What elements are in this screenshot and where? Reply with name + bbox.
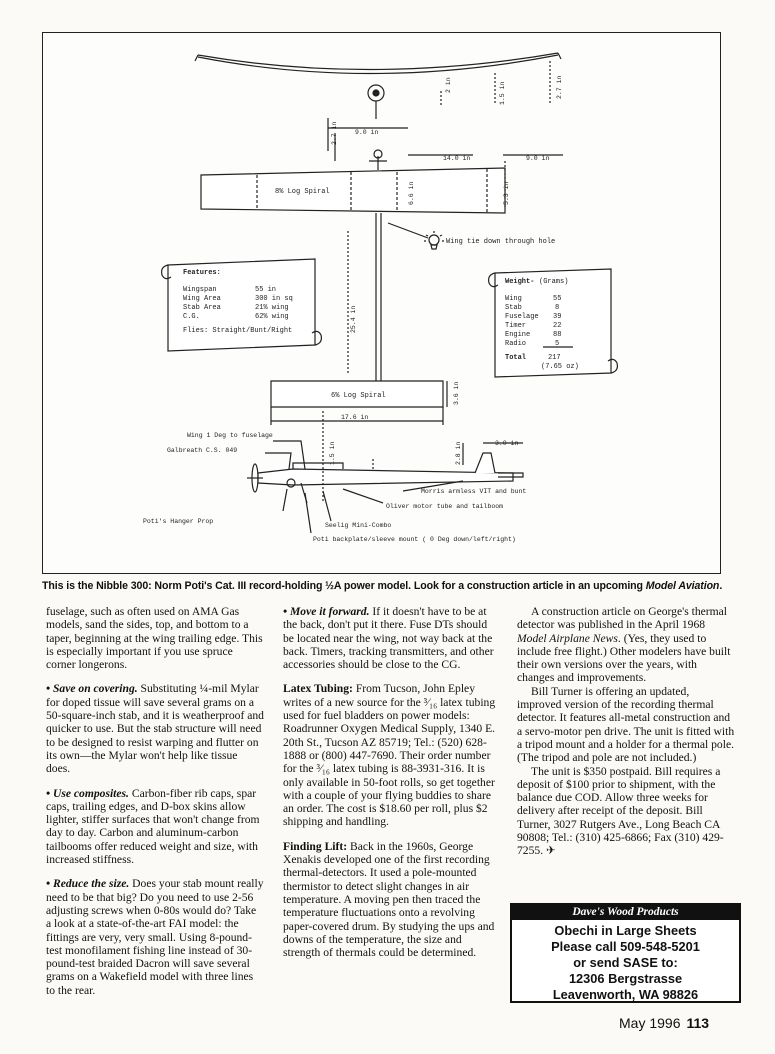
section-text: Back in the 1960s, George Xenakis developed one of the first recording thermal-detectors. It used a pole-mounted thermistor to detect slight changes in air temperature. A moving pen then traced the temperature fluctuations onto a revolving paper-covered drum. By studying the ups and downs of the temperature, the size and strength of thermals could be determined. bbox=[283, 839, 495, 960]
caption-end: . bbox=[719, 580, 723, 592]
advertisement-box bbox=[510, 903, 741, 1003]
features-row-value: 62% wing bbox=[255, 313, 289, 321]
tip-text: Carbon-fiber rib caps, spar caps, trailing edges, and D-box skins allow lighter, stiffer surfaces that won't change from day to day. Carbon and aluminum-carbon tailbooms offer reduced weight and size, with increased stiffness. bbox=[46, 786, 260, 867]
stab-airfoil-label: 8% Log Spiral bbox=[275, 188, 330, 196]
dim-17-6in: 17.6 in bbox=[341, 414, 369, 421]
col1-paragraph: fuselage, such as often used on AMA Gas models, sand the sides, top, and bottom to a taper, beginning at the wing trailing edge. This is especially important if you use spruce corner longerons. bbox=[46, 605, 263, 672]
weight-row-value: 39 bbox=[553, 313, 562, 321]
dim-2in: 2 in bbox=[445, 77, 452, 93]
weight-title: Weight- bbox=[505, 278, 535, 286]
features-row-label: C.G. bbox=[183, 313, 200, 321]
weight-row-label: Engine bbox=[505, 331, 531, 339]
col3-paragraph bbox=[517, 605, 735, 685]
side-view bbox=[247, 411, 523, 533]
plan-drawing bbox=[42, 32, 721, 574]
ad-title: Dave's Wood Products bbox=[512, 905, 739, 920]
features-row-value: 55 in bbox=[255, 286, 277, 294]
side-label-prop: Poti's Hanger Prop bbox=[143, 518, 214, 525]
col3-paragraph: Bill Turner is offering an updated, improved version of the recording thermal detector. It features all-metal construction and a servo-motor pen drive. The unit is fitted with a tripod mount and a holder for a thermal pole. (The tripod and pole are not included.) bbox=[517, 684, 735, 765]
lightbulb-icon bbox=[424, 231, 444, 249]
weight-row-label: Fuselage bbox=[505, 313, 539, 321]
column-2 bbox=[283, 605, 498, 970]
page-footer bbox=[619, 1015, 709, 1031]
col1-paragraph bbox=[46, 682, 264, 775]
weight-total-label: Total bbox=[505, 354, 527, 362]
column-3 bbox=[517, 605, 735, 858]
features-row-label: Wingspan bbox=[183, 286, 217, 294]
features-row-label: Wing Area bbox=[183, 295, 221, 303]
features-row-value: 21% wing bbox=[255, 304, 289, 312]
tip-lead: • Save on covering. bbox=[46, 682, 138, 696]
tip-lead: • Use composites. bbox=[46, 786, 129, 800]
dim-2-7in-right: 2.7 in bbox=[556, 75, 563, 99]
dim-9in-right: 9.0 in bbox=[526, 155, 550, 162]
page-number: 113 bbox=[686, 1015, 710, 1031]
column-1 bbox=[46, 605, 264, 1008]
dim-3-6in: 3.6 in bbox=[453, 381, 460, 405]
col3-magazine: Model Airplane News bbox=[517, 631, 618, 645]
weight-row-value: 88 bbox=[553, 331, 562, 339]
features-flies: Flies: Straight/Bunt/Right bbox=[183, 327, 293, 335]
tip-lead: • Move it forward. bbox=[283, 605, 370, 618]
weight-row-value: 55 bbox=[553, 295, 562, 303]
weight-total-value: 217 bbox=[548, 354, 561, 362]
weight-row-value: 8 bbox=[555, 304, 560, 312]
features-title: Features: bbox=[183, 269, 221, 277]
col1-paragraph bbox=[46, 877, 264, 997]
weight-row-value: 5 bbox=[555, 340, 560, 348]
dim-2-7in-top: 2.7 in bbox=[331, 121, 338, 145]
tip-lead: • Reduce the size. bbox=[46, 877, 130, 891]
col2-paragraph bbox=[283, 605, 498, 671]
weight-unit: (Grams) bbox=[539, 278, 569, 286]
col3-text: A construction article on George's thermal detector was published in the April 1968 bbox=[517, 605, 728, 632]
side-label-morris: Morris armless VIT and bunt bbox=[421, 488, 527, 495]
dim-25-4in: 25.4 in bbox=[350, 305, 357, 333]
ad-line: or send SASE to: bbox=[573, 955, 678, 970]
weight-row-label: Radio bbox=[505, 340, 527, 348]
side-label-backplate: Poti backplate/sleeve mount ( 0 Deg down/left/right) bbox=[313, 536, 516, 543]
issue-date: May 1996 bbox=[619, 1015, 681, 1031]
figure-caption bbox=[42, 580, 742, 592]
ad-address: 12306 Bergstrasse bbox=[568, 971, 683, 986]
section-head: Latex Tubing: bbox=[283, 682, 353, 696]
section-head: Finding Lift: bbox=[283, 839, 348, 853]
front-view bbox=[195, 53, 561, 119]
side-label-wing-deg: Wing 1 Deg to fuselage bbox=[187, 432, 273, 439]
dim-9in-left: 9.0 in bbox=[355, 129, 379, 136]
weight-row-label: Wing bbox=[505, 295, 522, 303]
ad-line: Obechi in Large Sheets bbox=[554, 923, 697, 938]
ad-phone: Please call 509-548-5201 bbox=[551, 939, 700, 954]
tip-text: Does your stab mount really need to be that big? Do you need to use 2-56 adjusting screws when 0-80s would do? Take a look at a state-of-the-art FAI model: the fittings are very, very small. Using 8-pound-test monofilament fishing line instead of 30-pound-test braided Dacron will save several grams on a Wakefield model with three lines to the rear. bbox=[46, 877, 264, 997]
dim-5-3in: 5.3 in bbox=[503, 181, 510, 205]
dim-1-5in: 1.5 in bbox=[499, 81, 506, 105]
dim-2-8in: 2.8 in bbox=[455, 441, 462, 465]
col2-paragraph bbox=[283, 840, 498, 960]
col2-paragraph bbox=[283, 682, 498, 828]
side-label-galbreath: Galbreath C.S. 049 bbox=[167, 447, 238, 454]
dim-14in: 14.0 in bbox=[443, 155, 471, 162]
ad-city: Leavenworth, WA 98826 bbox=[552, 987, 699, 1002]
side-label-oliver: Oliver motor tube and tailboom bbox=[386, 503, 504, 510]
section-text: From Tucson, John Epley writes of a new source for the ³⁄₁₆ latex tubing used for fuel bladders on power models: Roadrunner Oxygen Medical Supply, 1340 E. 20th St., Tucson AZ 85719; Tel.: (520) 628-1888 or (800) 447-7690. Their order number for the ³⁄₁₆ latex tubing is 88-3931-316. It is only available in 50-foot rolls, so get together with a couple of your flying buddies to share an order. The cost is $18.60 per roll, plus $2 shipping and handling. bbox=[283, 682, 496, 829]
col3-text: . (Yes, they used to include free flight.) Other modelers have built their own versions over the years, with changes and improvements. bbox=[517, 631, 731, 685]
weight-row-label: Timer bbox=[505, 322, 527, 330]
weight-total-oz: (7.65 oz) bbox=[541, 363, 579, 371]
caption-main: This is the Nibble 300: Norm Poti's Cat. III record-holding ½A power model. Look for a construction article in an upcoming bbox=[42, 580, 646, 592]
dim-3-0in: 3.0 in bbox=[495, 440, 519, 447]
features-row-label: Stab Area bbox=[183, 304, 221, 312]
col3-paragraph: The unit is $350 postpaid. Bill requires a deposit of $100 prior to shipment, with the balance due COD. Allow three weeks for delivery after receipt of the deposit. Bill Turner, 3027 Rutgers Ave., Long Beach CA 90808; Tel.: (310) 425-6866; Fax (310) 429-7255. ✈ bbox=[517, 764, 724, 858]
side-label-seelig: Seelig Mini-Combo bbox=[325, 522, 392, 529]
tip-text: If it doesn't have to be at the back, don't put it there. Fuse DTs should be located near the wing, not way back at the back. Timers, tracking transmitters, and other accessories should be close to the CG. bbox=[283, 605, 494, 672]
boom-plan bbox=[348, 213, 428, 381]
features-row-value: 300 in sq bbox=[255, 295, 293, 303]
col1-paragraph bbox=[46, 787, 264, 867]
weight-row-value: 22 bbox=[553, 322, 562, 330]
caption-magazine: Model Aviation bbox=[645, 580, 720, 592]
dim-1-5in-side: 1.5 in bbox=[329, 441, 336, 465]
wing-tie-note: Wing tie down through hole bbox=[446, 238, 556, 246]
dim-6-6in: 6.6 in bbox=[408, 181, 415, 205]
wing-airfoil-label: 6% Log Spiral bbox=[331, 392, 386, 400]
weight-row-label: Stab bbox=[505, 304, 522, 312]
tip-text: Substituting ¼-mil Mylar for doped tissue will save several grams on a 50-square-inch stab, and it is weatherproof and quicker to use. But the stab structure will need to be designed to resist warping and flutter on its own—the Mylar won't help like tissue does. bbox=[46, 682, 264, 776]
